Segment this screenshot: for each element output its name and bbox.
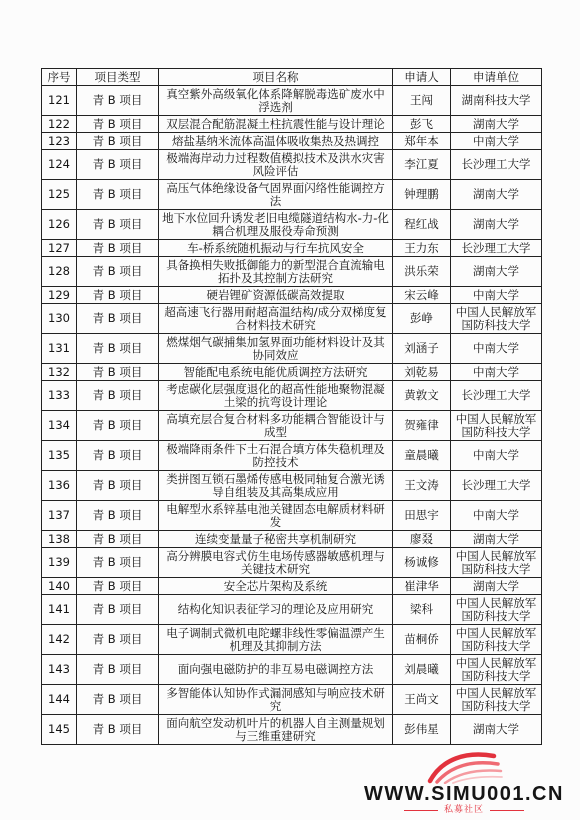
- cell-type: 青 B 项目: [77, 180, 159, 210]
- cell-type: 青 B 项目: [77, 595, 159, 625]
- cell-unit: 中南大学: [451, 441, 542, 471]
- cell-title: 高分辨膜电容式仿生电场传感器敏感机理与关键技术研究: [159, 548, 393, 578]
- cell-serial: 131: [42, 334, 77, 364]
- cell-unit: 中南大学: [451, 133, 542, 150]
- cell-unit: 湖南大学: [451, 578, 542, 595]
- table-row: [42, 578, 542, 595]
- cell-applicant: 杨诚修: [393, 548, 451, 578]
- cell-type: 青 B 项目: [77, 364, 159, 381]
- cell-title: 面向强电磁防护的非互易电磁调控方法: [159, 655, 393, 685]
- table-row: [42, 180, 542, 210]
- cell-applicant: 彭峥: [393, 304, 451, 334]
- cell-applicant: 刘乾易: [393, 364, 451, 381]
- cell-unit: 中国人民解放军国防科技大学: [451, 685, 542, 715]
- cell-title: 高填充层合复合材料多功能耦合智能设计与成型: [159, 411, 393, 441]
- site-watermark: [356, 750, 572, 816]
- table-row: [42, 287, 542, 304]
- cell-type: 青 B 项目: [77, 133, 159, 150]
- cell-serial: 130: [42, 304, 77, 334]
- cell-applicant: 洪乐荣: [393, 257, 451, 287]
- cell-serial: 125: [42, 180, 77, 210]
- cell-unit: 长沙理工大学: [451, 471, 542, 501]
- cell-type: 青 B 项目: [77, 578, 159, 595]
- table-row: [42, 150, 542, 180]
- cell-type: 青 B 项目: [77, 501, 159, 531]
- table-row: [42, 441, 542, 471]
- cell-unit: 中南大学: [451, 287, 542, 304]
- cell-title: 燃煤烟气碳捕集加氢界面功能材料设计及其协同效应: [159, 334, 393, 364]
- cell-serial: 138: [42, 531, 77, 548]
- cell-unit: 湖南科技大学: [451, 86, 542, 116]
- watermark-label: 私募社区: [443, 805, 484, 815]
- watermark-divider-left: [404, 810, 438, 811]
- cell-unit: 湖南大学: [451, 180, 542, 210]
- cell-applicant: 王闯: [393, 86, 451, 116]
- cell-applicant: 钟理鹏: [393, 180, 451, 210]
- cell-type: 青 B 项目: [77, 625, 159, 655]
- cell-type: 青 B 项目: [77, 150, 159, 180]
- cell-title: 熔盐基纳米流体高温体吸收集热及热调控: [159, 133, 393, 150]
- table-row: [42, 625, 542, 655]
- cell-applicant: 刘晨曦: [393, 655, 451, 685]
- cell-serial: 139: [42, 548, 77, 578]
- cell-title: 面向航空发动机叶片的机器人自主测量规划与三维重建研究: [159, 715, 393, 745]
- cell-serial: 122: [42, 116, 77, 133]
- watermark-site-url: WWW.SIMU001.CN: [364, 783, 564, 805]
- cell-type: 青 B 项目: [77, 531, 159, 548]
- table-row: [42, 381, 542, 411]
- table-row: [42, 240, 542, 257]
- cell-type: 青 B 项目: [77, 411, 159, 441]
- table-row: [42, 257, 542, 287]
- cell-serial: 136: [42, 471, 77, 501]
- header-type: 项目类型: [77, 69, 159, 86]
- table-row: [42, 655, 542, 685]
- table-row: [42, 595, 542, 625]
- cell-title: 多智能体认知协作式漏洞感知与响应技术研究: [159, 685, 393, 715]
- cell-unit: 中国人民解放军国防科技大学: [451, 625, 542, 655]
- cell-applicant: 贺雍律: [393, 411, 451, 441]
- cell-title: 电解型水系锌基电池关键固态电解质材料研发: [159, 501, 393, 531]
- cell-applicant: 童晨曦: [393, 441, 451, 471]
- cell-type: 青 B 项目: [77, 86, 159, 116]
- cell-applicant: 彭伟星: [393, 715, 451, 745]
- cell-unit: 中南大学: [451, 364, 542, 381]
- cell-serial: 126: [42, 210, 77, 240]
- header-row: [42, 69, 542, 86]
- cell-applicant: 王文涛: [393, 471, 451, 501]
- cell-unit: 长沙理工大学: [451, 150, 542, 180]
- table-row: [42, 133, 542, 150]
- cell-serial: 132: [42, 364, 77, 381]
- cell-unit: 中国人民解放军国防科技大学: [451, 548, 542, 578]
- cell-type: 青 B 项目: [77, 334, 159, 364]
- cell-title: 结构化知识表征学习的理论及应用研究: [159, 595, 393, 625]
- cell-serial: 133: [42, 381, 77, 411]
- cell-serial: 142: [42, 625, 77, 655]
- header-unit: 申请单位: [451, 69, 542, 86]
- cell-applicant: 王尚文: [393, 685, 451, 715]
- table-header: [42, 69, 542, 86]
- cell-unit: 湖南大学: [451, 116, 542, 133]
- cell-title: 车-桥系统随机振动与行车抗风安全: [159, 240, 393, 257]
- cell-serial: 135: [42, 441, 77, 471]
- cell-applicant: 廖叕: [393, 531, 451, 548]
- swoosh-logo-icon: [422, 750, 506, 784]
- cell-unit: 中国人民解放军国防科技大学: [451, 411, 542, 441]
- cell-type: 青 B 项目: [77, 548, 159, 578]
- cell-title: 安全芯片架构及系统: [159, 578, 393, 595]
- table-row: [42, 116, 542, 133]
- cell-title: 极端降雨条件下土石混合填方体失稳机理及防控技术: [159, 441, 393, 471]
- cell-applicant: 王力东: [393, 240, 451, 257]
- cell-applicant: 黄敦文: [393, 381, 451, 411]
- cell-serial: 124: [42, 150, 77, 180]
- cell-serial: 137: [42, 501, 77, 531]
- table-row: [42, 531, 542, 548]
- cell-type: 青 B 项目: [77, 441, 159, 471]
- cell-title: 硬岩锂矿资源低碳高效提取: [159, 287, 393, 304]
- cell-unit: 中南大学: [451, 501, 542, 531]
- cell-serial: 123: [42, 133, 77, 150]
- cell-type: 青 B 项目: [77, 116, 159, 133]
- cell-type: 青 B 项目: [77, 685, 159, 715]
- cell-unit: 中南大学: [451, 334, 542, 364]
- cell-title: 具备换相失败抵御能力的新型混合直流输电拓扑及其控制方法研究: [159, 257, 393, 287]
- cell-serial: 128: [42, 257, 77, 287]
- cell-serial: 129: [42, 287, 77, 304]
- cell-unit: 湖南大学: [451, 531, 542, 548]
- project-table: [41, 68, 542, 745]
- cell-title: 超高速飞行器用耐超高温结构/成分双梯度复合材料技术研究: [159, 304, 393, 334]
- cell-applicant: 田思宇: [393, 501, 451, 531]
- cell-serial: 140: [42, 578, 77, 595]
- cell-unit: 长沙理工大学: [451, 381, 542, 411]
- project-list-page: [41, 68, 541, 745]
- table-row: [42, 86, 542, 116]
- table-row: [42, 471, 542, 501]
- cell-applicant: 宋云峰: [393, 287, 451, 304]
- table-row: [42, 548, 542, 578]
- cell-title: 考虑碳化层强度退化的超高性能地聚物混凝土梁的抗弯设计理论: [159, 381, 393, 411]
- cell-serial: 127: [42, 240, 77, 257]
- cell-applicant: 程红战: [393, 210, 451, 240]
- cell-serial: 141: [42, 595, 77, 625]
- table-row: [42, 304, 542, 334]
- cell-title: 双层混合配筋混凝土柱抗震性能与设计理论: [159, 116, 393, 133]
- cell-applicant: 梁科: [393, 595, 451, 625]
- cell-applicant: 李江夏: [393, 150, 451, 180]
- cell-unit: 长沙理工大学: [451, 240, 542, 257]
- cell-unit: 中国人民解放军国防科技大学: [451, 595, 542, 625]
- cell-unit: 中国人民解放军国防科技大学: [451, 304, 542, 334]
- watermark-label-row: [404, 805, 524, 816]
- cell-title: 高压气体绝缘设备气固界面闪络性能调控方法: [159, 180, 393, 210]
- cell-unit: 湖南大学: [451, 715, 542, 745]
- table-row: [42, 364, 542, 381]
- cell-serial: 143: [42, 655, 77, 685]
- cell-type: 青 B 项目: [77, 655, 159, 685]
- cell-title: 真空紫外高级氧化体系降解脱毒选矿废水中浮选剂: [159, 86, 393, 116]
- cell-type: 青 B 项目: [77, 240, 159, 257]
- cell-title: 类拼图互锁石墨烯传感电极同轴复合激光诱导自组装及其高集成应用: [159, 471, 393, 501]
- cell-applicant: 苗桐侨: [393, 625, 451, 655]
- table-row: [42, 501, 542, 531]
- watermark-divider-right: [490, 810, 524, 811]
- cell-applicant: 郑年本: [393, 133, 451, 150]
- cell-serial: 134: [42, 411, 77, 441]
- header-applicant: 申请人: [393, 69, 451, 86]
- cell-serial: 144: [42, 685, 77, 715]
- cell-title: 地下水位回升诱发老旧电缆隧道结构水-力-化耦合机理及服役寿命预测: [159, 210, 393, 240]
- cell-type: 青 B 项目: [77, 715, 159, 745]
- table-row: [42, 210, 542, 240]
- cell-title: 智能配电系统电能优质调控方法研究: [159, 364, 393, 381]
- cell-type: 青 B 项目: [77, 287, 159, 304]
- cell-type: 青 B 项目: [77, 304, 159, 334]
- cell-serial: 145: [42, 715, 77, 745]
- cell-title: 连续变量量子秘密共享机制研究: [159, 531, 393, 548]
- header-title: 项目名称: [159, 69, 393, 86]
- cell-title: 极端海岸动力过程数值模拟技术及洪水灾害风险评估: [159, 150, 393, 180]
- cell-applicant: 彭飞: [393, 116, 451, 133]
- table-row: [42, 334, 542, 364]
- cell-title: 电子调制式微机电陀螺非线性零偏温漂产生机理及其抑制方法: [159, 625, 393, 655]
- table-row: [42, 685, 542, 715]
- cell-applicant: 崔津华: [393, 578, 451, 595]
- cell-unit: 湖南大学: [451, 257, 542, 287]
- table-row: [42, 715, 542, 745]
- table-row: [42, 411, 542, 441]
- cell-type: 青 B 项目: [77, 210, 159, 240]
- cell-applicant: 刘涵子: [393, 334, 451, 364]
- cell-unit: 湖南大学: [451, 210, 542, 240]
- cell-type: 青 B 项目: [77, 381, 159, 411]
- cell-type: 青 B 项目: [77, 257, 159, 287]
- table-body: [42, 86, 542, 745]
- cell-unit: 中国人民解放军国防科技大学: [451, 655, 542, 685]
- header-serial: 序号: [42, 69, 77, 86]
- cell-type: 青 B 项目: [77, 471, 159, 501]
- cell-serial: 121: [42, 86, 77, 116]
